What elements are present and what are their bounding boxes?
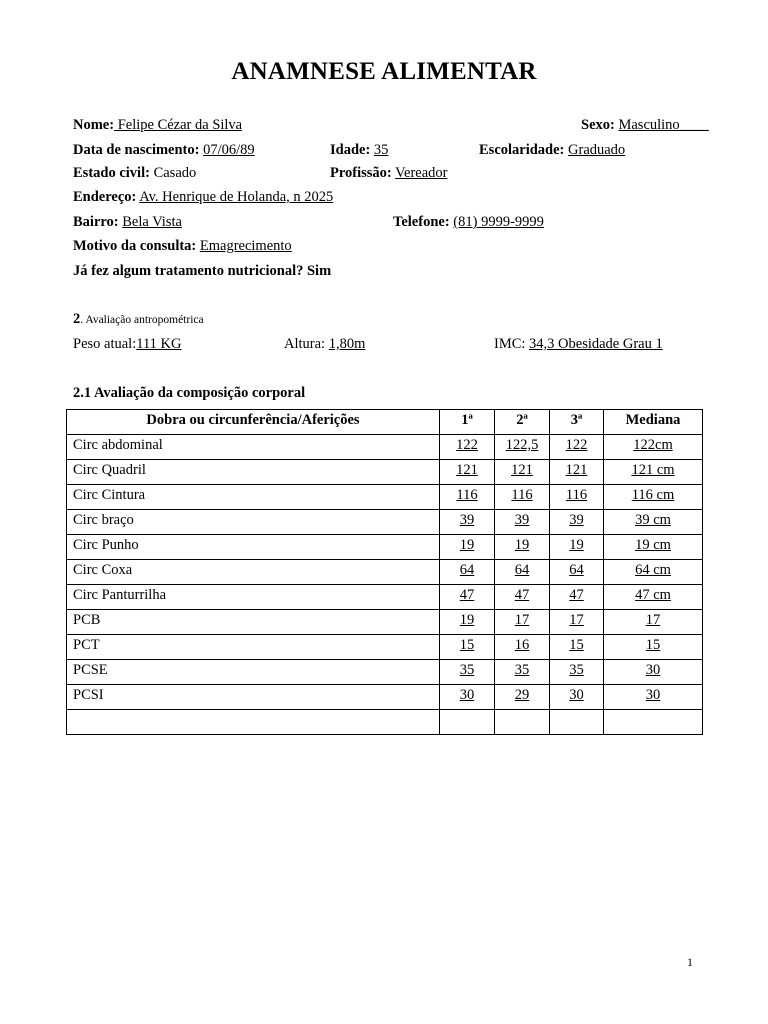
tratamento-text: Já fez algum tratamento nutricional? Sim (73, 263, 332, 279)
cell-2a: 121 (495, 460, 550, 485)
estado-civil-value: Casado (153, 165, 197, 181)
idade-value: 35 (373, 142, 389, 158)
cell-3a: 39 (550, 510, 604, 535)
imc-line (494, 336, 663, 353)
composition-table (66, 409, 703, 735)
cell-1a: 121 (440, 460, 495, 485)
table-row (67, 635, 703, 660)
table-row-empty (67, 710, 703, 735)
tratamento-line (73, 263, 331, 280)
cell-1a: 19 (440, 610, 495, 635)
cell-1a: 122 (440, 435, 495, 460)
altura-value: 1,80m (328, 336, 366, 352)
header-2a: 2ª (495, 410, 550, 435)
cell-2a: 29 (495, 685, 550, 710)
cell-2a: 19 (495, 535, 550, 560)
telefone-line (393, 214, 544, 231)
telefone-label: Telefone: (393, 214, 450, 230)
cell-3a: 116 (550, 485, 604, 510)
section21-heading (73, 385, 305, 402)
header-dobra: Dobra ou circunferência/Aferições (67, 410, 440, 435)
cell-measure: Circ braço (67, 510, 440, 535)
motivo-label: Motivo da consulta: (73, 238, 197, 254)
cell-1a: 116 (440, 485, 495, 510)
section2-number: 2 (73, 311, 81, 327)
cell-measure: PCB (67, 610, 440, 635)
cell-empty (550, 710, 604, 735)
header-3a: 3ª (550, 410, 604, 435)
cell-3a: 64 (550, 560, 604, 585)
nome-line (73, 117, 242, 134)
nascimento-line (73, 142, 255, 159)
cell-mediana: 39 cm (604, 510, 703, 535)
bairro-line (73, 214, 182, 231)
bairro-value: Bela Vista (122, 214, 182, 230)
cell-3a: 35 (550, 660, 604, 685)
table-row (67, 535, 703, 560)
nome-value: Felipe Cézar da Silva (114, 117, 243, 133)
cell-1a: 35 (440, 660, 495, 685)
cell-mediana: 121 cm (604, 460, 703, 485)
endereco-label: Endereço: (73, 189, 137, 205)
section2-heading (73, 311, 204, 328)
cell-mediana: 122cm (604, 435, 703, 460)
sexo-label: Sexo: (581, 117, 615, 133)
cell-measure: PCT (67, 635, 440, 660)
cell-measure: Circ Punho (67, 535, 440, 560)
profissao-value: Vereador (395, 165, 448, 181)
cell-mediana: 19 cm (604, 535, 703, 560)
cell-measure: Circ abdominal (67, 435, 440, 460)
cell-mediana: 30 (604, 685, 703, 710)
cell-2a: 47 (495, 585, 550, 610)
cell-mediana: 116 cm (604, 485, 703, 510)
estado-civil-label: Estado civil: (73, 165, 150, 181)
peso-line (73, 336, 181, 353)
peso-value: 111 KG (136, 336, 182, 352)
altura-label: Altura: (284, 336, 329, 352)
cell-mediana: 47 cm (604, 585, 703, 610)
cell-measure: Circ Panturrilha (67, 585, 440, 610)
escolaridade-value: Graduado (568, 142, 626, 158)
cell-2a: 16 (495, 635, 550, 660)
cell-3a: 17 (550, 610, 604, 635)
imc-value: 34,3 Obesidade Grau 1 (529, 336, 663, 352)
estado-civil-line (73, 165, 196, 182)
cell-1a: 30 (440, 685, 495, 710)
table-header-row (67, 410, 703, 435)
escolaridade-label: Escolaridade: (479, 142, 565, 158)
cell-empty (604, 710, 703, 735)
nome-label: Nome: (73, 117, 115, 133)
cell-1a: 64 (440, 560, 495, 585)
page-title: ANAMNESE ALIMENTAR (231, 58, 537, 85)
cell-3a: 47 (550, 585, 604, 610)
peso-label: Peso atual: (73, 336, 137, 352)
cell-3a: 121 (550, 460, 604, 485)
table-row (67, 510, 703, 535)
cell-measure: Circ Coxa (67, 560, 440, 585)
cell-2a: 64 (495, 560, 550, 585)
cell-measure: Circ Cintura (67, 485, 440, 510)
telefone-value: (81) 9999-9999 (453, 214, 544, 230)
section2-title: . Avaliação antropométrica (80, 314, 204, 326)
cell-3a: 15 (550, 635, 604, 660)
cell-3a: 19 (550, 535, 604, 560)
cell-2a: 116 (495, 485, 550, 510)
cell-measure: Circ Quadril (67, 460, 440, 485)
bairro-label: Bairro: (73, 214, 119, 230)
table-row (67, 585, 703, 610)
cell-mediana: 15 (604, 635, 703, 660)
cell-2a: 122,5 (495, 435, 550, 460)
table-row (67, 660, 703, 685)
table-row (67, 610, 703, 635)
cell-empty (440, 710, 495, 735)
idade-label: Idade: (330, 142, 371, 158)
nascimento-label: Data de nascimento: (73, 142, 200, 158)
cell-measure: PCSI (67, 685, 440, 710)
nascimento-value: 07/06/89 (203, 142, 255, 158)
escolaridade-line (479, 142, 625, 159)
profissao-label: Profissão: (330, 165, 392, 181)
endereco-value: Av. Henrique de Holanda, n 2025 (139, 189, 334, 205)
table-row (67, 685, 703, 710)
cell-1a: 15 (440, 635, 495, 660)
motivo-line (73, 238, 292, 255)
cell-mediana: 17 (604, 610, 703, 635)
altura-line (284, 336, 365, 353)
cell-1a: 39 (440, 510, 495, 535)
cell-3a: 30 (550, 685, 604, 710)
cell-2a: 39 (495, 510, 550, 535)
imc-label: IMC: (494, 336, 530, 352)
section21-title: 2.1 Avaliação da composição corporal (73, 385, 306, 401)
idade-line (330, 142, 388, 159)
cell-1a: 47 (440, 585, 495, 610)
table-row (67, 460, 703, 485)
sexo-value: Masculino____ (618, 117, 709, 133)
table-row (67, 485, 703, 510)
cell-mediana: 64 cm (604, 560, 703, 585)
endereco-line (73, 189, 333, 206)
sexo-line (581, 117, 709, 134)
cell-measure: PCSE (67, 660, 440, 685)
cell-empty (495, 710, 550, 735)
table-row (67, 435, 703, 460)
motivo-value: Emagrecimento (199, 238, 292, 254)
cell-3a: 122 (550, 435, 604, 460)
cell-2a: 35 (495, 660, 550, 685)
page-number: 1 (687, 955, 693, 969)
cell-1a: 19 (440, 535, 495, 560)
cell-mediana: 30 (604, 660, 703, 685)
cell-2a: 17 (495, 610, 550, 635)
cell-empty (67, 710, 440, 735)
header-1a: 1ª (440, 410, 495, 435)
profissao-line (330, 165, 447, 182)
table-row (67, 560, 703, 585)
header-mediana: Mediana (604, 410, 703, 435)
